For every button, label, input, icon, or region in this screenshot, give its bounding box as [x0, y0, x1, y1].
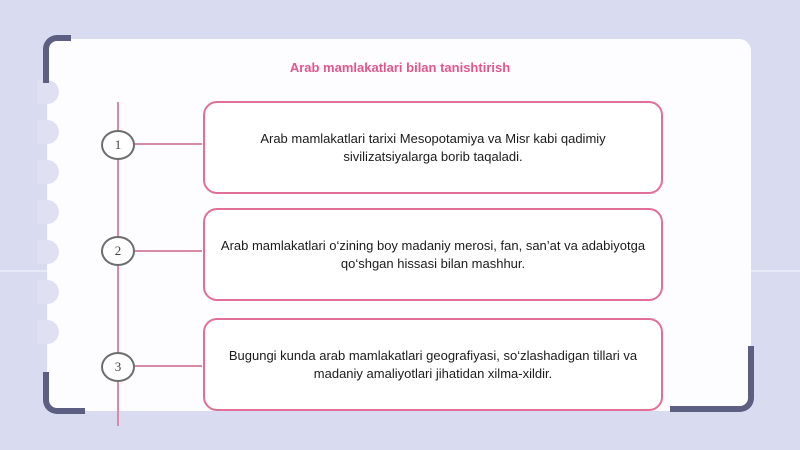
timeline-item-box — [203, 101, 663, 194]
corner-bracket-bottom-right — [670, 346, 754, 412]
timeline-item-box — [203, 318, 663, 411]
timeline-connector — [132, 250, 202, 252]
step-number: 1 — [101, 130, 135, 160]
corner-bracket-bottom-left — [43, 372, 85, 414]
timeline-item-text: Arab mamlakatlari o‘zining boy madaniy merosi, fan, san’at va adabiyotga qo‘shgan hissasi bilan mashhur. — [220, 237, 646, 271]
timeline-item-text: Arab mamlakatlari tarixi Mesopotamiya va Misr kabi qadimiy sivilizatsiyalarga borib taqaladi. — [260, 130, 606, 164]
corner-bracket-top-left — [43, 35, 71, 83]
step-number: 2 — [101, 236, 135, 266]
slide-title: Arab mamlakatlari bilan tanishtirish — [289, 60, 511, 75]
timeline-item-text: Bugungi kunda arab mamlakatlari geografiyasi, so‘zlashadigan tillari va madaniy amaliyotlari jihatidan xilma-xildir. — [228, 347, 638, 381]
step-number: 3 — [101, 352, 135, 382]
timeline-item-box — [203, 208, 663, 301]
timeline-connector — [132, 143, 202, 145]
timeline-connector — [132, 365, 202, 367]
